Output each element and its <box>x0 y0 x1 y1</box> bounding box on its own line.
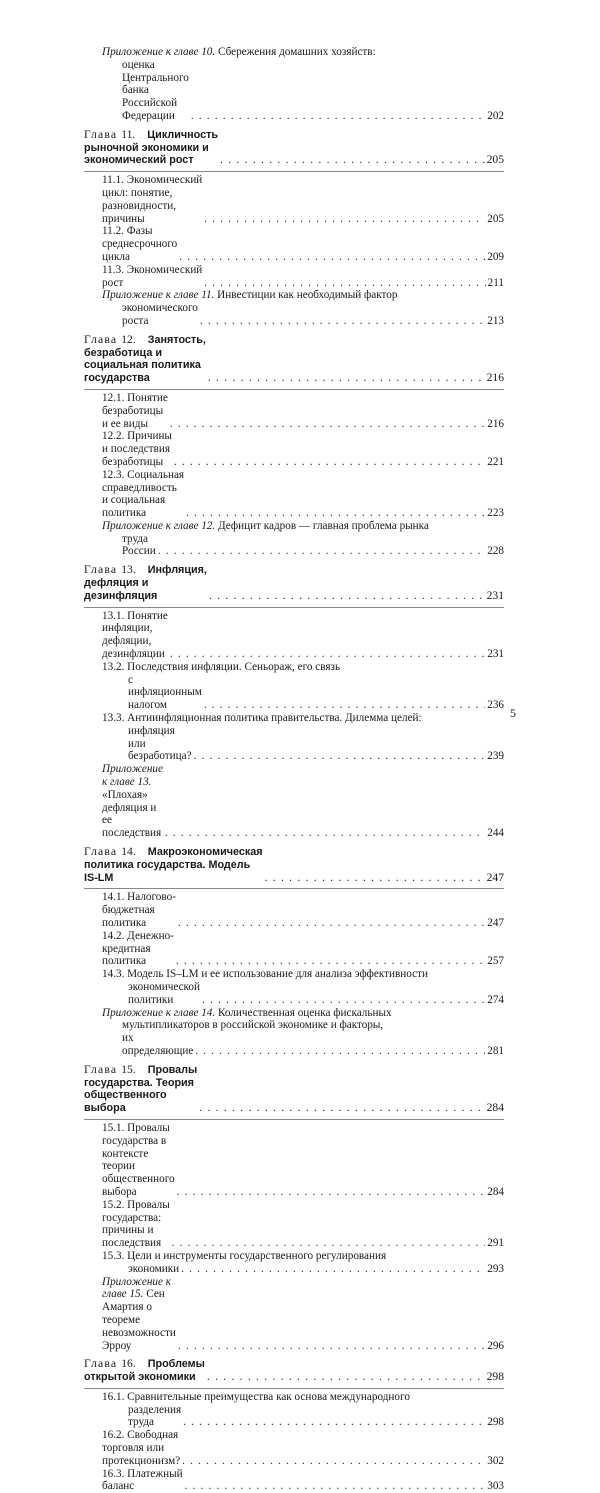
toc-line <box>102 264 504 290</box>
toc-line <box>102 610 504 661</box>
section-number: 12.1. <box>102 391 125 404</box>
page-ref: 298 <box>487 1416 504 1429</box>
appendix-title-line2: труда России <box>122 532 156 558</box>
leader-dots <box>186 507 485 520</box>
section-text <box>102 968 428 981</box>
section-title-line1: Сравнительные преимущества как основа международного <box>127 1390 410 1403</box>
toc-line <box>102 289 504 302</box>
leader-dots <box>202 994 485 1007</box>
section-entry <box>84 712 504 763</box>
page-ref: 293 <box>487 1262 504 1275</box>
leader-dots <box>178 1340 485 1353</box>
toc-line <box>122 533 504 559</box>
chapter-title: Инфляция, дефляция и дезинфляция <box>84 564 207 602</box>
chapter-title: Провалы государства. Теория общественного выбора <box>84 1063 198 1115</box>
page-ref: 202 <box>487 109 504 122</box>
chapter-label: Глава <box>84 1357 118 1371</box>
page-ref: 205 <box>487 212 504 225</box>
section-entry <box>84 174 504 225</box>
section-entry <box>84 930 504 968</box>
page-ref: 211 <box>487 276 504 289</box>
section-text <box>102 891 176 929</box>
section-entry <box>84 1199 504 1250</box>
section-title: Платежный баланс <box>102 1467 183 1493</box>
chapter-number: 16. <box>121 1357 136 1371</box>
chapter-heading-text <box>84 1064 197 1115</box>
section-title: Социальная справедливость и социальная политика <box>102 468 185 520</box>
section-number: 16.2. <box>102 1429 125 1442</box>
toc-line <box>122 1032 504 1058</box>
toc-line <box>102 520 504 533</box>
section-entry <box>84 1122 504 1199</box>
leader-dots <box>194 750 486 763</box>
section-text <box>102 1429 180 1467</box>
appendix-label: Приложение к главе 13. <box>102 763 163 789</box>
section-title: Экономический цикл: понятие, разновидности, причины <box>102 174 203 225</box>
leader-dots <box>204 699 485 712</box>
appendix-text <box>102 1276 176 1353</box>
leader-dots <box>174 456 485 469</box>
chapter-title: Цикличность рыночной экономики и экономический рост <box>84 128 219 167</box>
toc-line <box>102 1007 504 1020</box>
toc-line <box>102 469 504 520</box>
page-ref: 239 <box>487 750 504 763</box>
section-text <box>102 1468 183 1493</box>
appendix-entry-ch10 <box>84 46 504 123</box>
section-title-line2: с инфляционным налогом <box>128 673 202 712</box>
appendix-label: Приложение к главе 15. <box>102 1275 171 1301</box>
section-number: 12.2. <box>102 430 125 443</box>
leader-dots <box>208 372 485 385</box>
toc-line <box>102 763 504 840</box>
appendix-title-line1: Инвестиции как необходимый фактор <box>217 289 398 302</box>
chapter-heading <box>84 1358 504 1384</box>
section-title: Понятие безработицы и ее виды <box>102 391 168 430</box>
chapter-heading-text <box>84 1358 205 1384</box>
leader-dots <box>179 251 485 264</box>
section-entry <box>84 661 504 712</box>
appendix-text <box>102 289 398 302</box>
section-title-line2: разделения труда <box>128 1403 182 1429</box>
appendix-line <box>102 46 504 59</box>
appendix-text <box>102 763 163 840</box>
section-entry <box>84 430 504 468</box>
page-ref: 296 <box>487 1339 504 1352</box>
page-ref: 205 <box>486 153 504 167</box>
section-title-line2: экономической политики <box>128 980 200 1006</box>
chapter-title: Занятость, безработица и социальная политика государства <box>84 333 206 385</box>
section-entry <box>84 469 504 520</box>
chapter-block-15 <box>84 1064 504 1353</box>
section-title: Понятие инфляции, дефляции, дезинфляции <box>102 609 168 661</box>
appendix-title-line3: их определяющие <box>122 1032 194 1057</box>
page-ref: 216 <box>486 371 504 385</box>
toc-line <box>128 674 504 712</box>
section-number: 15.3. <box>102 1249 125 1262</box>
section-number: 11.2. <box>102 225 124 238</box>
section-entry <box>84 891 504 929</box>
section-text <box>102 712 422 725</box>
section-entry <box>84 610 504 661</box>
section-title: Фазы среднесрочного цикла <box>102 225 178 263</box>
toc-line <box>102 1250 504 1263</box>
chapter-heading-wrap <box>84 1358 504 1389</box>
page-ref: 298 <box>486 1370 504 1384</box>
appendix-text <box>102 1007 392 1020</box>
section-number: 15.1. <box>102 1121 125 1134</box>
appendix-label: Приложение к главе 14. <box>102 1006 216 1019</box>
toc-line <box>122 1019 504 1032</box>
leader-dots <box>220 154 485 167</box>
chapter-number: 13. <box>121 563 136 577</box>
appendix-entry <box>84 1276 504 1353</box>
toc-line <box>102 1391 504 1404</box>
appendix-label: Приложение к главе 11. <box>102 289 215 302</box>
chapter-number: 11. <box>121 127 136 141</box>
chapter-block-16 <box>84 1358 504 1493</box>
section-text <box>102 1122 175 1199</box>
chapter-heading-wrap <box>84 846 504 889</box>
section-title: Экономический рост <box>102 263 203 289</box>
section-number: 12.3. <box>102 468 125 481</box>
appendix-entry <box>84 520 504 558</box>
toc-line <box>102 1122 504 1199</box>
table-of-contents <box>84 46 504 1493</box>
chapter-heading-wrap <box>84 129 504 172</box>
section-entry <box>84 968 504 1006</box>
toc-line <box>102 392 504 430</box>
leader-dots <box>207 1371 485 1384</box>
leader-dots <box>165 827 485 840</box>
leader-dots <box>170 418 485 431</box>
section-title: Провалы государства: причины и последствия <box>102 1198 170 1250</box>
toc-line <box>102 661 504 674</box>
section-entry <box>84 1429 504 1467</box>
section-title: Налогово-бюджетная политика <box>102 891 176 929</box>
page-ref: 284 <box>487 1185 504 1198</box>
toc-line <box>102 712 504 725</box>
page-ref: 231 <box>486 588 504 602</box>
toc-line <box>102 1199 504 1250</box>
chapter-heading <box>84 129 504 167</box>
toc-line <box>102 891 504 929</box>
appendix-entry <box>84 1007 504 1058</box>
chapter-title: Макроэкономическая политика государства. Модель IS-LM <box>84 846 263 884</box>
section-title: Свободная торговля или протекционизм? <box>102 1429 181 1467</box>
chapter-block-12 <box>84 334 504 559</box>
leader-dots <box>185 1480 486 1493</box>
page-ref: 291 <box>487 1237 504 1250</box>
chapter-heading-text <box>84 129 218 167</box>
section-entry <box>84 392 504 430</box>
chapter-heading <box>84 334 504 385</box>
section-number: 14.3. <box>102 968 125 981</box>
toc-line <box>102 930 504 968</box>
toc-line <box>102 968 504 981</box>
page-ref: 303 <box>487 1480 504 1493</box>
section-text <box>102 1391 410 1404</box>
chapter-block-13 <box>84 564 504 840</box>
toc-line <box>102 1276 504 1353</box>
chapter-label: Глава <box>84 1062 118 1076</box>
leader-dots <box>176 955 485 968</box>
appendix-entry <box>84 289 504 327</box>
page-number: 5 <box>510 706 516 720</box>
section-number: 13.1. <box>102 609 125 622</box>
section-title-line2: экономики <box>128 1262 180 1275</box>
chapter-block-11 <box>84 129 504 328</box>
page-ref: 231 <box>487 648 504 661</box>
chapter-block-14 <box>84 846 504 1058</box>
appendix-title-line1: «Плохая» дефляция и ее последствия <box>102 788 162 840</box>
leader-dots <box>170 648 485 661</box>
section-text <box>102 264 202 290</box>
appendix-title-line2: мультипликаторов в российской экономике и факторы, <box>122 1019 384 1032</box>
chapter-heading-text <box>84 846 263 884</box>
page-ref: 228 <box>487 545 504 558</box>
leader-dots <box>158 545 486 558</box>
leader-dots <box>265 872 485 885</box>
section-number: 16.1. <box>102 1390 125 1403</box>
section-title-line1: Последствия инфляции. Сеньораж, его связь <box>127 660 341 673</box>
appendix-title-line1: Количественная оценка фискальных <box>217 1006 392 1019</box>
leader-dots <box>191 110 485 123</box>
chapter-label: Глава <box>84 845 118 859</box>
page-ref: 274 <box>487 993 504 1006</box>
section-title: Провалы государства в контексте теории общественного выбора <box>102 1121 175 1198</box>
page-ref: 247 <box>487 917 504 929</box>
appendix-text <box>102 520 429 533</box>
chapter-number: 12. <box>121 332 136 346</box>
chapter-heading-text <box>84 564 207 602</box>
page-ref: 209 <box>487 250 504 263</box>
leader-dots <box>204 213 485 226</box>
section-number: 11.3. <box>102 263 124 276</box>
section-entry <box>84 264 504 290</box>
section-text <box>102 430 172 468</box>
page-ref: 284 <box>486 1101 504 1115</box>
chapter-heading-wrap <box>84 334 504 390</box>
leader-dots <box>181 1263 485 1276</box>
toc-line <box>102 1429 504 1467</box>
section-entry <box>84 1468 504 1493</box>
page-ref: 257 <box>487 955 504 968</box>
page-ref: 223 <box>487 507 504 520</box>
page-ref: 216 <box>487 417 504 430</box>
chapter-heading-wrap <box>84 1064 504 1120</box>
section-number: 16.3. <box>102 1467 125 1480</box>
leader-dots <box>178 917 485 930</box>
section-number: 11.1. <box>102 174 124 187</box>
toc-line <box>128 725 504 763</box>
section-text <box>102 661 340 674</box>
chapter-heading-wrap <box>84 564 504 607</box>
leader-dots <box>182 1455 485 1468</box>
appendix-title-line1: Дефицит кадров — главная проблема рынка <box>217 519 429 532</box>
appendix-title-line1: Сен Амартия о теореме невозможности Эрроу <box>102 1288 176 1352</box>
section-entry <box>84 1391 504 1429</box>
chapter-label: Глава <box>84 332 118 346</box>
leader-dots <box>183 1416 485 1429</box>
page-ref: 302 <box>487 1454 504 1467</box>
leader-dots <box>172 1237 485 1250</box>
section-text <box>102 225 177 263</box>
toc-line <box>102 225 504 263</box>
chapter-heading <box>84 1064 504 1115</box>
section-text <box>102 930 174 968</box>
page-ref: 236 <box>487 699 504 712</box>
chapter-label: Глава <box>84 563 118 577</box>
toc-line <box>128 981 504 1007</box>
leader-dots <box>209 590 485 603</box>
section-text <box>102 174 202 225</box>
section-number: 14.1. <box>102 891 125 904</box>
toc-line <box>128 1263 504 1276</box>
toc-line <box>122 302 504 328</box>
leader-dots <box>195 1045 485 1058</box>
section-text <box>102 1199 170 1250</box>
leader-dots <box>177 1186 486 1199</box>
appendix-title-line1: Сбережения домашних хозяйств: <box>217 46 376 58</box>
section-text <box>102 392 168 430</box>
appendix-label: Приложение к главе 10. <box>102 46 216 58</box>
appendix-label: Приложение к главе 12. <box>102 519 216 532</box>
section-text <box>102 610 168 661</box>
chapter-label: Глава <box>84 127 118 141</box>
section-number: 13.2. <box>102 660 125 673</box>
chapter-number: 14. <box>121 845 136 859</box>
section-text <box>102 1250 386 1263</box>
chapter-title: Проблемы открытой экономики <box>84 1358 205 1384</box>
appendix-entry <box>84 763 504 840</box>
leader-dots <box>200 315 485 328</box>
section-entry <box>84 1250 504 1276</box>
section-number: 13.3. <box>102 712 125 725</box>
page-ref: 281 <box>487 1044 504 1057</box>
section-entry <box>84 225 504 263</box>
appendix-title-line2: экономического роста <box>122 302 198 327</box>
appendix-line <box>122 59 504 123</box>
section-title-line1: Модель IS–LM и ее использование для анализа эффективности <box>127 968 429 981</box>
chapter-heading <box>84 846 504 884</box>
page-ref: 221 <box>487 455 504 468</box>
section-title: Причины и последствия безработицы <box>102 430 172 468</box>
page-ref: 247 <box>486 870 504 884</box>
section-title: Денежно-кредитная политика <box>102 929 174 968</box>
appendix-title-line2: оценка Центрального банка Российской Федерации <box>122 58 189 122</box>
section-text <box>102 469 184 520</box>
section-title-line1: Цели и инструменты государственного регулирования <box>127 1249 387 1262</box>
section-number: 14.2. <box>102 929 125 942</box>
chapter-heading <box>84 564 504 602</box>
leader-dots <box>199 1102 484 1115</box>
toc-line <box>128 1404 504 1430</box>
section-number: 15.2. <box>102 1198 125 1211</box>
chapter-heading-text <box>84 334 206 385</box>
chapter-list <box>84 129 504 1493</box>
page-ref: 213 <box>487 314 504 327</box>
section-title-line1: Антиинфляционная политика правительства. Дилемма целей: <box>127 712 422 725</box>
leader-dots <box>204 277 485 290</box>
section-title-line2: инфляция или безработица? <box>128 724 192 763</box>
toc-line <box>102 430 504 468</box>
toc-line <box>102 1468 504 1493</box>
chapter-number: 15. <box>121 1062 136 1076</box>
appendix-text <box>102 46 376 59</box>
page-ref: 244 <box>487 827 504 840</box>
toc-line <box>102 174 504 225</box>
